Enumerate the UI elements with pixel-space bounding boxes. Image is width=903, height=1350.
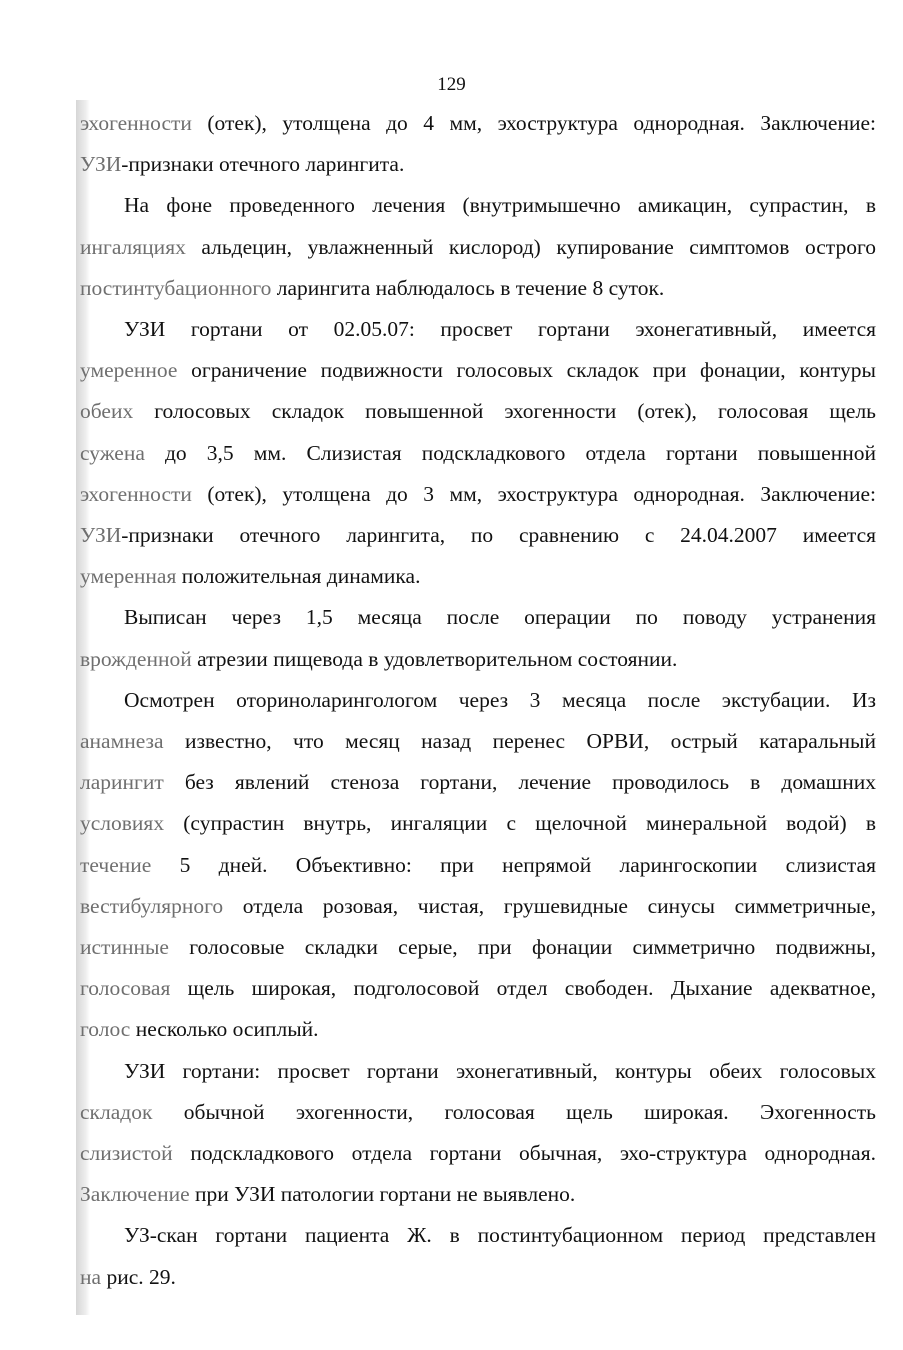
faded-word: голос [80,1017,131,1042]
line-text: известно, что месяц назад перенес ОРВИ, острый катаральный [163,729,876,754]
faded-word: на [80,1264,102,1289]
text-line [80,391,876,432]
text-line [80,185,876,226]
text-line [80,1174,876,1215]
line-text: до 3,5 мм. Слизистая подскладкового отдела гортани повышенной [144,440,876,465]
line-text: альдецин, увлажненный кислород) купирование симптомов острого [185,234,876,259]
faded-word: ингаляциях [80,234,186,259]
faded-word: сужена [80,440,145,465]
faded-word: умеренная [80,564,177,589]
line-text: (отек), утолщена до 4 мм, эхоструктура однородная. Заключение: [191,111,876,135]
faded-word: умеренное [80,358,178,383]
line-text: -признаки отечного ларингита. [121,152,405,177]
faded-word: складок [80,1099,153,1124]
line-text: без явлений стеноза гортани, лечение проводилось в домашних [163,770,876,795]
faded-word: вестибулярного [80,893,224,918]
text-line [80,845,876,886]
line-text: обычной эхогенности, голосовая щель широкая. Эхогенность [152,1099,876,1124]
line-text: голосовых складок повышенной эхогенности (отек), голосовая щель [133,399,876,424]
faded-word: обеих [80,399,134,424]
line-text: при УЗИ патологии гортани не выявлено. [189,1182,576,1207]
text-line [80,680,876,721]
text-line [80,1215,876,1256]
faded-word: эхогенности [80,481,192,506]
text-line [80,227,876,268]
line-text: ограничение подвижности голосовых складок при фонации, контуры [177,358,876,383]
text-line [80,103,876,144]
line-text: щель широкая, подголосовой отдел свободен. Дыхание адекватное, [170,976,876,1001]
line-text: 5 дней. Объективно: при непрямой ларингоскопии слизистая [151,852,876,877]
text-line [80,556,876,597]
faded-word: истинные [80,935,169,960]
faded-word: Заключение [80,1182,190,1207]
text-line [80,597,876,638]
text-line [80,474,876,515]
text-line [80,1051,876,1092]
faded-word: УЗИ [80,152,122,177]
text-line [80,515,876,556]
page-number: 129 [437,74,466,95]
line-text: УЗИ гортани: просвет гортани эхонегативный, контуры обеих голосовых [124,1058,876,1083]
text-line [80,1009,876,1050]
text-line [80,350,876,391]
text-line [80,762,876,803]
faded-word: течение [80,852,152,877]
line-text: (супрастин внутрь, ингаляции с щелочной минеральной водой) в [164,811,876,836]
text-line [80,1257,876,1298]
text-line [80,1092,876,1133]
text-line [80,886,876,927]
line-text: На фоне проведенного лечения (внутримышечно амикацин, супрастин, в [124,193,876,218]
line-text: несколько осиплый. [130,1017,319,1042]
line-text: положительная динамика. [176,564,421,589]
line-text: УЗ-скан гортани пациента Ж. в постинтубационном период представлен [124,1223,876,1248]
line-text: рис. 29. [101,1264,176,1289]
text-line [80,721,876,762]
line-text: Осмотрен оториноларингологом через 3 месяца после экстубации. Из [124,687,876,712]
text-line [80,309,876,350]
faded-word: ларингит [80,770,164,795]
text-line [80,1133,876,1174]
line-text: -признаки отечного ларингита, по сравнению с 24.04.2007 имеется [121,523,876,548]
faded-word: анамнеза [80,729,164,754]
line-text: атрезии пищевода в удовлетворительном состоянии. [191,646,678,671]
text-line [80,968,876,1009]
line-text: голосовые складки серые, при фонации симметрично подвижны, [168,935,876,960]
faded-word: слизистой [80,1141,173,1166]
line-text: отдела розовая, чистая, грушевидные синусы симметричные, [223,893,876,918]
document-body [80,103,876,1298]
line-text: УЗИ гортани от 02.05.07: просвет гортани эхонегативный, имеется [124,317,876,342]
faded-word: условиях [80,811,165,836]
faded-word: врожденной [80,646,192,671]
line-text: ларингита наблюдалось в течение 8 суток. [271,275,665,300]
text-line [80,268,876,309]
faded-word: эхогенности [80,111,192,135]
text-line [80,803,876,844]
line-text: подскладкового отдела гортани обычная, эхо-структура однородная. [172,1141,876,1166]
text-line [80,927,876,968]
faded-word: голосовая [80,976,171,1001]
text-line [80,433,876,474]
faded-word: постинтубационного [80,275,272,300]
text-line [80,639,876,680]
line-text: Выписан через 1,5 месяца после операции по поводу устранения [124,605,876,630]
text-line [80,144,876,185]
faded-word: УЗИ [80,523,122,548]
line-text: (отек), утолщена до 3 мм, эхоструктура однородная. Заключение: [191,481,876,506]
